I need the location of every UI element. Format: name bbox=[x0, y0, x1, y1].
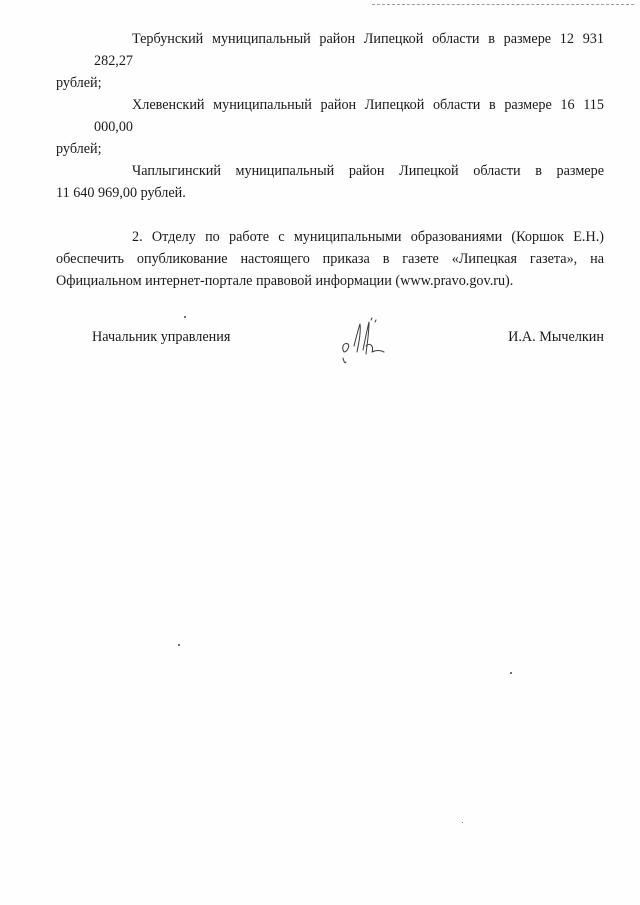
document-body bbox=[56, 28, 604, 292]
signature-row bbox=[92, 326, 604, 376]
paragraph-order-2-cont bbox=[56, 248, 604, 270]
scan-speck bbox=[178, 644, 180, 646]
paragraph-chaplygin bbox=[56, 160, 604, 182]
terbunsky-line-2: рублей; bbox=[56, 75, 102, 91]
terbunsky-line-1: Тербунский муниципальный район Липецкой области в размере 12 931 282,27 bbox=[94, 31, 604, 69]
paragraph-chaplygin-cont bbox=[56, 182, 604, 204]
signatory-name: И.А. Мычелкин bbox=[508, 329, 604, 345]
scan-speck bbox=[462, 822, 463, 823]
paragraph-terbunsky-cont bbox=[56, 72, 604, 94]
chaplygin-line-2: 11 640 969,00 рублей. bbox=[56, 185, 186, 201]
khlevensky-line-1: Хлевенский муниципальный район Липецкой области в размере 16 115 000,00 bbox=[94, 97, 604, 135]
paragraph-khlevensky bbox=[56, 94, 604, 138]
scan-speck bbox=[510, 672, 512, 674]
scan-speck bbox=[184, 316, 186, 318]
paragraph-khlevensky-cont bbox=[56, 138, 604, 160]
order2-line-2: обеспечить опубликование настоящего приказа в газете «Липецкая газета», на bbox=[56, 251, 604, 267]
khlevensky-line-2: рублей; bbox=[56, 141, 102, 157]
order2-line-1: 2. Отделу по работе с муниципальными образованиями (Коршок Е.Н.) bbox=[132, 229, 604, 245]
handwritten-signature bbox=[338, 316, 398, 368]
paragraph-order-2-end bbox=[56, 270, 604, 292]
paragraph-gap bbox=[56, 204, 604, 226]
chaplygin-line-1: Чаплыгинский муниципальный район Липецкой области в размере bbox=[132, 163, 604, 179]
signatory-title: Начальник управления bbox=[92, 329, 231, 345]
top-edge-rule bbox=[372, 4, 634, 5]
paragraph-order-2 bbox=[56, 226, 604, 248]
paragraph-terbunsky bbox=[56, 28, 604, 72]
order2-line-3: Официальном интернет-портале правовой информации (www.pravo.gov.ru). bbox=[56, 273, 514, 289]
